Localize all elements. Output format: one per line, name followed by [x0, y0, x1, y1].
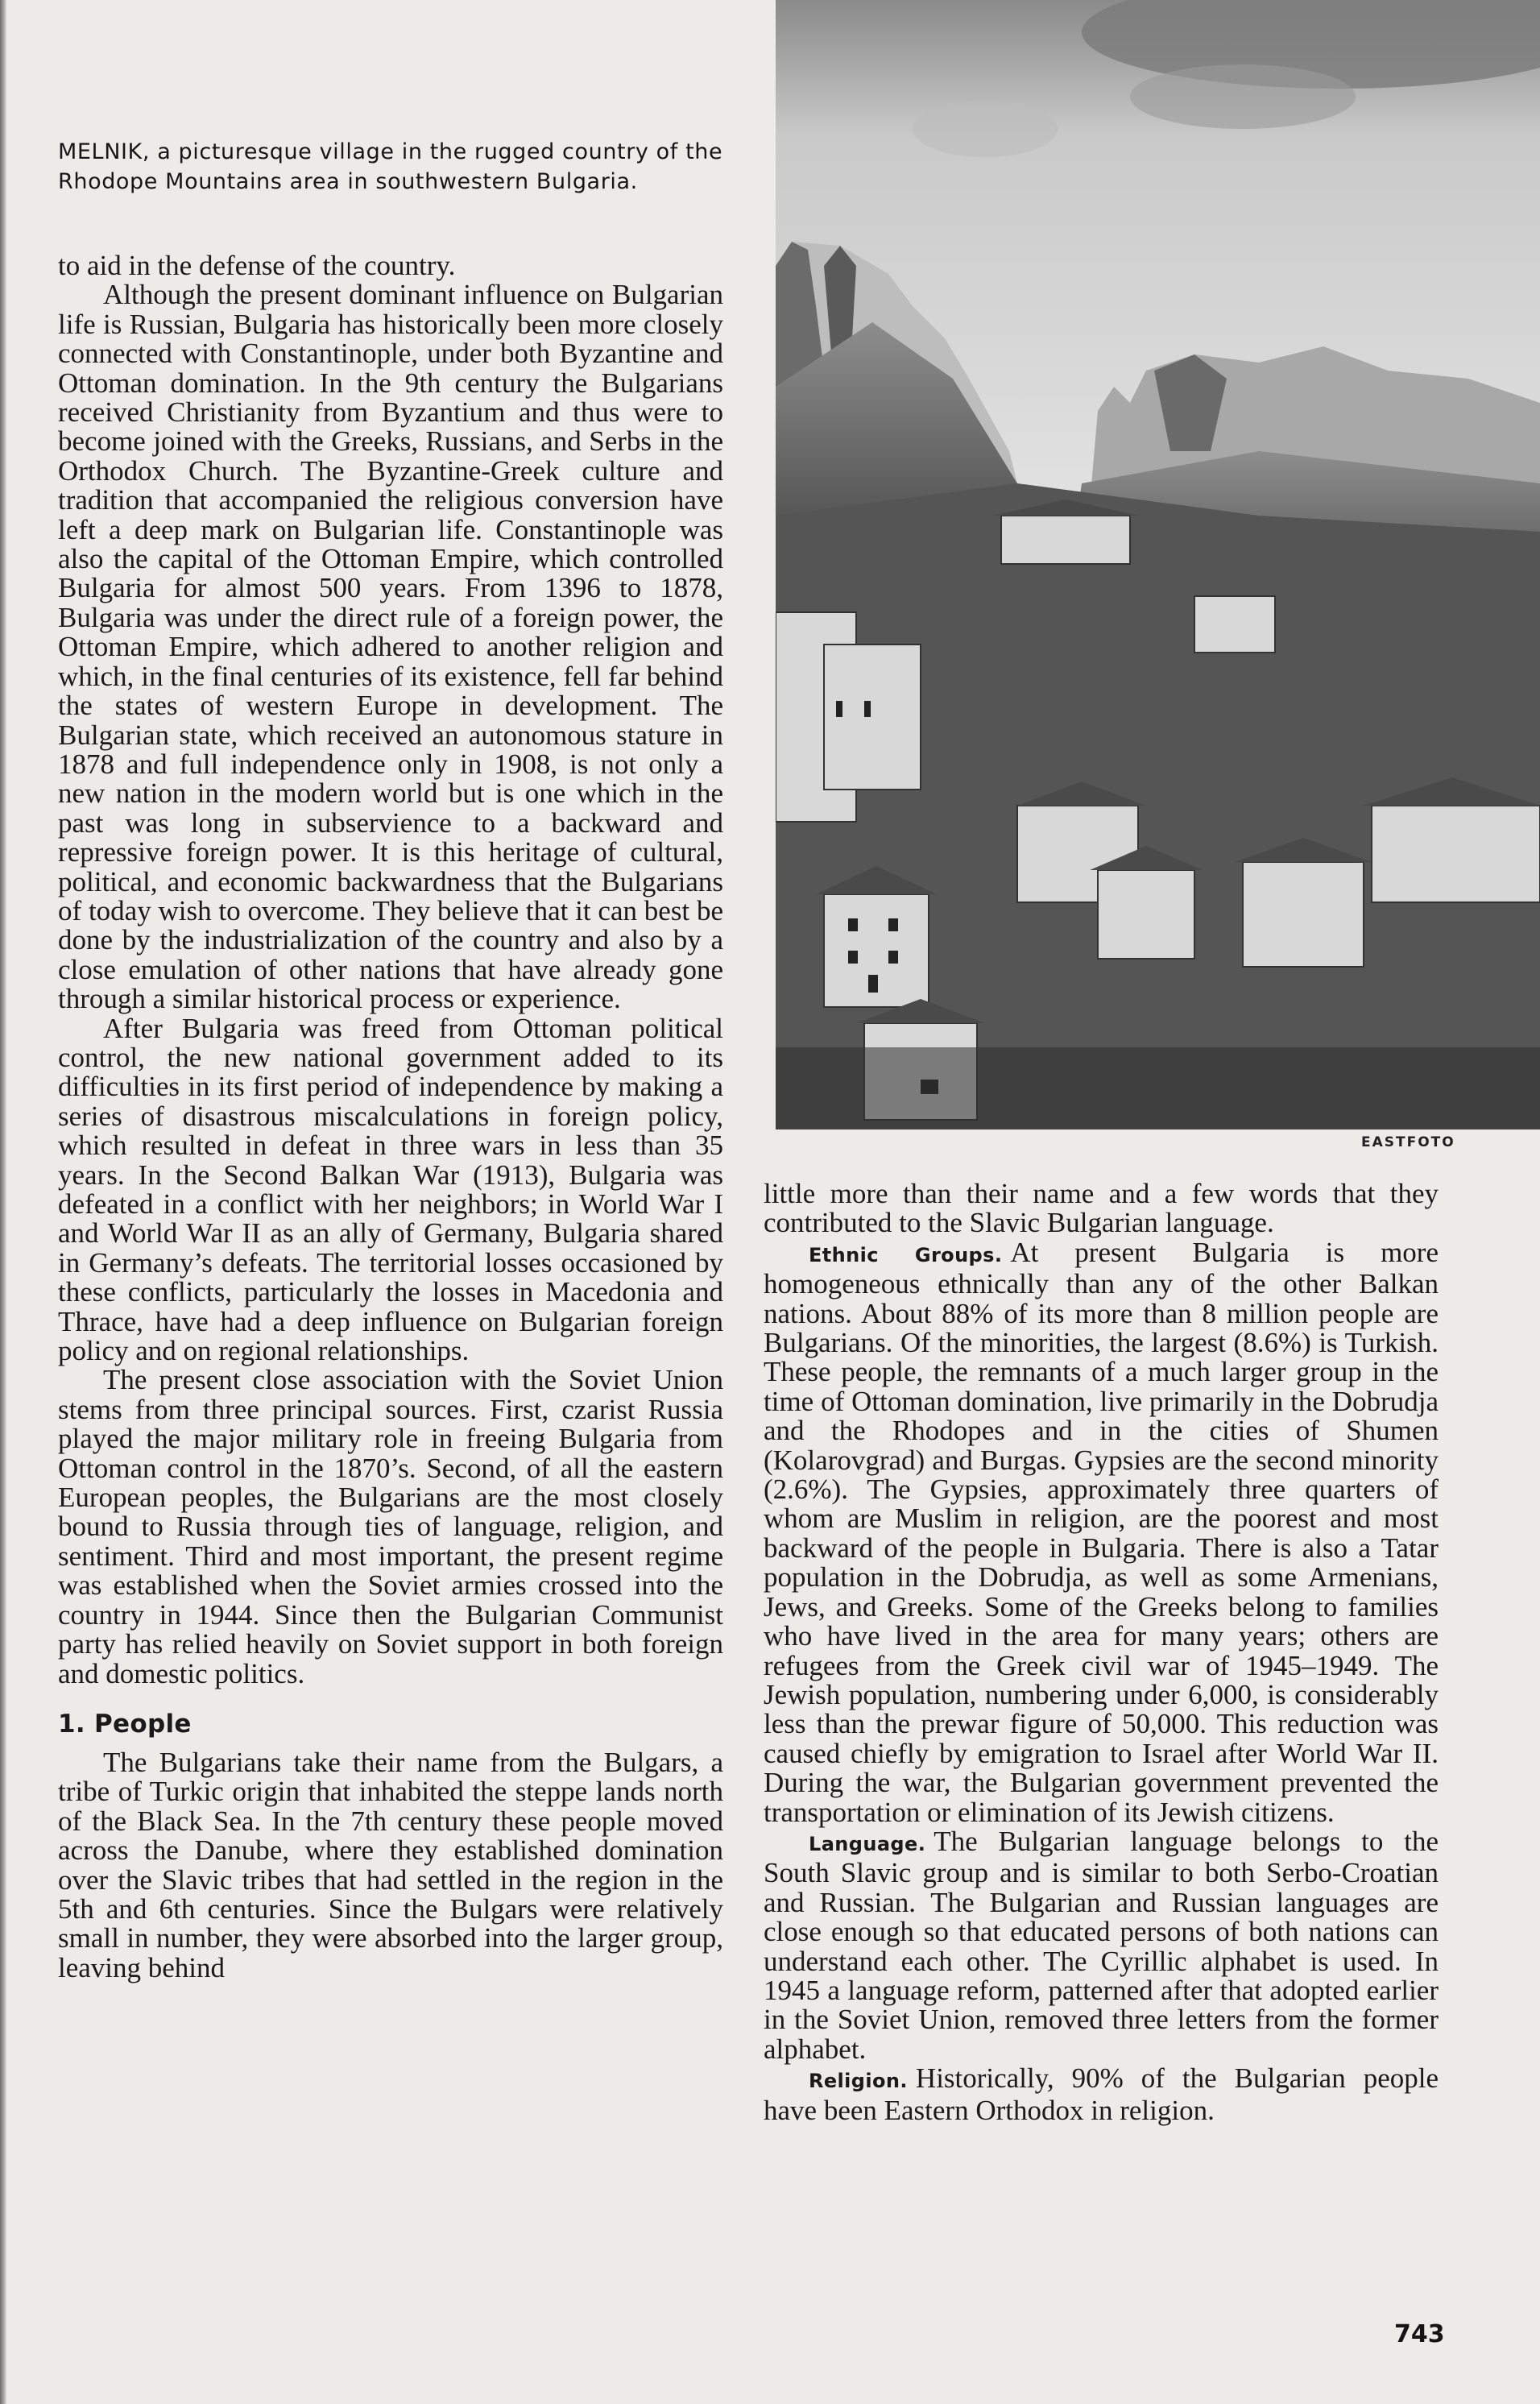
body-paragraph: After Bulgaria was freed from Ottoman political control, the new national government added to its difficulties in its first period of independence by making a series of disastrous miscalculations in foreign policy, which resulted in defeat in three wars in less than 35 years. In the Second Balkan War (1913), Bulgaria was defeated in a conflict with her neighbors; in World War I and World War II as an ally of Germany, Bulgaria shared in Germany’s defeats. The territorial losses occasioned by these conflicts, particularly the losses in Macedonia and Thrace, have had a deep influence on Bulgarian foreign policy and on regional relationships. [58, 1012, 723, 1367]
right-text-column [764, 1179, 1439, 2125]
photo-credit: EASTFOTO [1361, 1134, 1455, 1150]
subsection-ethnic-groups [764, 1238, 1439, 1827]
photo-illustration [776, 0, 1540, 1129]
page-number: 743 [1394, 2320, 1445, 2348]
left-text-column [58, 251, 723, 1983]
body-paragraph: The Bulgarians take their name from the Bulgars, a tribe of Turkic origin that inhabited the steppe lands north of the Black Sea. In the 7th century these people moved across the Danube, where they established domination over the Slavic tribes that had settled in the region in the 5th and 6th centuries. Since the Bulgars were relatively small in number, they were absorbed into the larger group, leaving behind [58, 1746, 723, 1983]
caption-text: a picturesque village in the rugged country of the Rhodope Mountains area in southwestern Bulgaria. [58, 139, 723, 194]
runin-heading: Language. [809, 1832, 926, 1855]
section-heading-people: 1. People [58, 1709, 192, 1739]
subsection-text: Historically, 90% of the Bulgarian people have been Eastern Orthodox in religion. [764, 2062, 1439, 2126]
body-paragraph: to aid in the defense of the country. [58, 250, 456, 281]
page-binding-edge [0, 0, 6, 2404]
subsection-text: At present Bulgaria is more homogeneous ethnically than any of the other Balkan nations. About 88% of its more than 8 million people are Bulgarians. Of the minorities, the largest (8.6%) is Turkish. These people, the remnants of a much larger group in the time of Ottoman domination, live primarily in the Dobrudja and the Rhodopes and in the cities of Shumen (Kolarovgrad) and Burgas. Gypsies are the second minority (2.6%). The Gypsies, approximately three quarters of whom are Muslim in religion, are the poorest and most backward of the people in Bulgaria. There is also a Tatar population in the Dobrudja, as well as some Armenians, Jews, and Greeks. Some of the Greeks belong to families who have lived in the area for many years; others are refugees from the Greek civil war of 1945–1949. The Jewish population, numbering under 6,000, is considerably less than the prewar figure of 50,000. This reduction was caused chiefly by emigration to Israel after World War II. During the war, the Bulgarian government prevented the transportation or elimination of its Jewish citizens. [764, 1236, 1439, 1828]
subsection-religion [764, 2064, 1439, 2125]
caption-lead: MELNIK, [58, 139, 151, 164]
runin-heading: Ethnic Groups. [809, 1243, 1003, 1266]
body-paragraph: Although the present dominant influence on Bulgarian life is Russian, Bulgaria has historically been more closely connected with Constantinople, under both Byzantine and Ottoman domination. In the 9th century the Bulgarians received Christianity from Byzantium and thus were to become joined with the Greeks, Russians, and Serbs in the Orthodox Church. The Byzantine-Greek culture and tradition that accompanied the religious conversion have left a deep mark on Bulgarian life. Constantinople was also the capital of the Ottoman Empire, which controlled Bulgaria for almost 500 years. From 1396 to 1878, Bulgaria was under the direct rule of a foreign power, the Ottoman Empire, which adhered to another religion and which, in the final centuries of its existence, fell far behind the states of western Europe in development. The Bulgarian state, which received an autonomous stature in 1878 and full independence only in 1908, is not only a new nation in the modern world but is one which in the past was long in subservience to a backward and repressive foreign power. It is this heritage of cultural, political, and economic backwardness that the Bulgarians of today wish to overcome. They believe that it can best be done by the industrialization of the country and also by a close emulation of other nations that have already gone through a similar historical process or experience. [58, 279, 723, 1015]
subsection-text: The Bulgarian language belongs to the South Slavic group and is similar to both Serbo-Croatian and Russian. The Bulgarian and Russian languages are close enough so that educated persons of both nations can understand each other. The Cyrillic alphabet is used. In 1945 a language reform, patterned after that adopted earlier in the Soviet Union, removed three letters from the former alphabet. [764, 1825, 1439, 2065]
photo-caption [58, 137, 727, 197]
runin-heading: Religion. [809, 2070, 908, 2093]
body-paragraph: little more than their name and a few words that they contributed to the Slavic Bulgarian language. [764, 1178, 1439, 1239]
body-paragraph: The present close association with the Soviet Union stems from three principal sources. First, czarist Russia played the major military role in freeing Bulgaria from Ottoman control in the 1870’s. Second, of all the eastern European peoples, the Bulgarians are the most closely bound to Russia through ties of language, religion, and sentiment. Third and most important, the present regime was established when the Soviet armies crossed into the country in 1944. Since then the Bulgarian Communist party has relied heavily on Soviet support in both foreign and domestic politics. [58, 1364, 723, 1689]
melnik-photograph [776, 0, 1540, 1129]
subsection-language [764, 1827, 1439, 2064]
